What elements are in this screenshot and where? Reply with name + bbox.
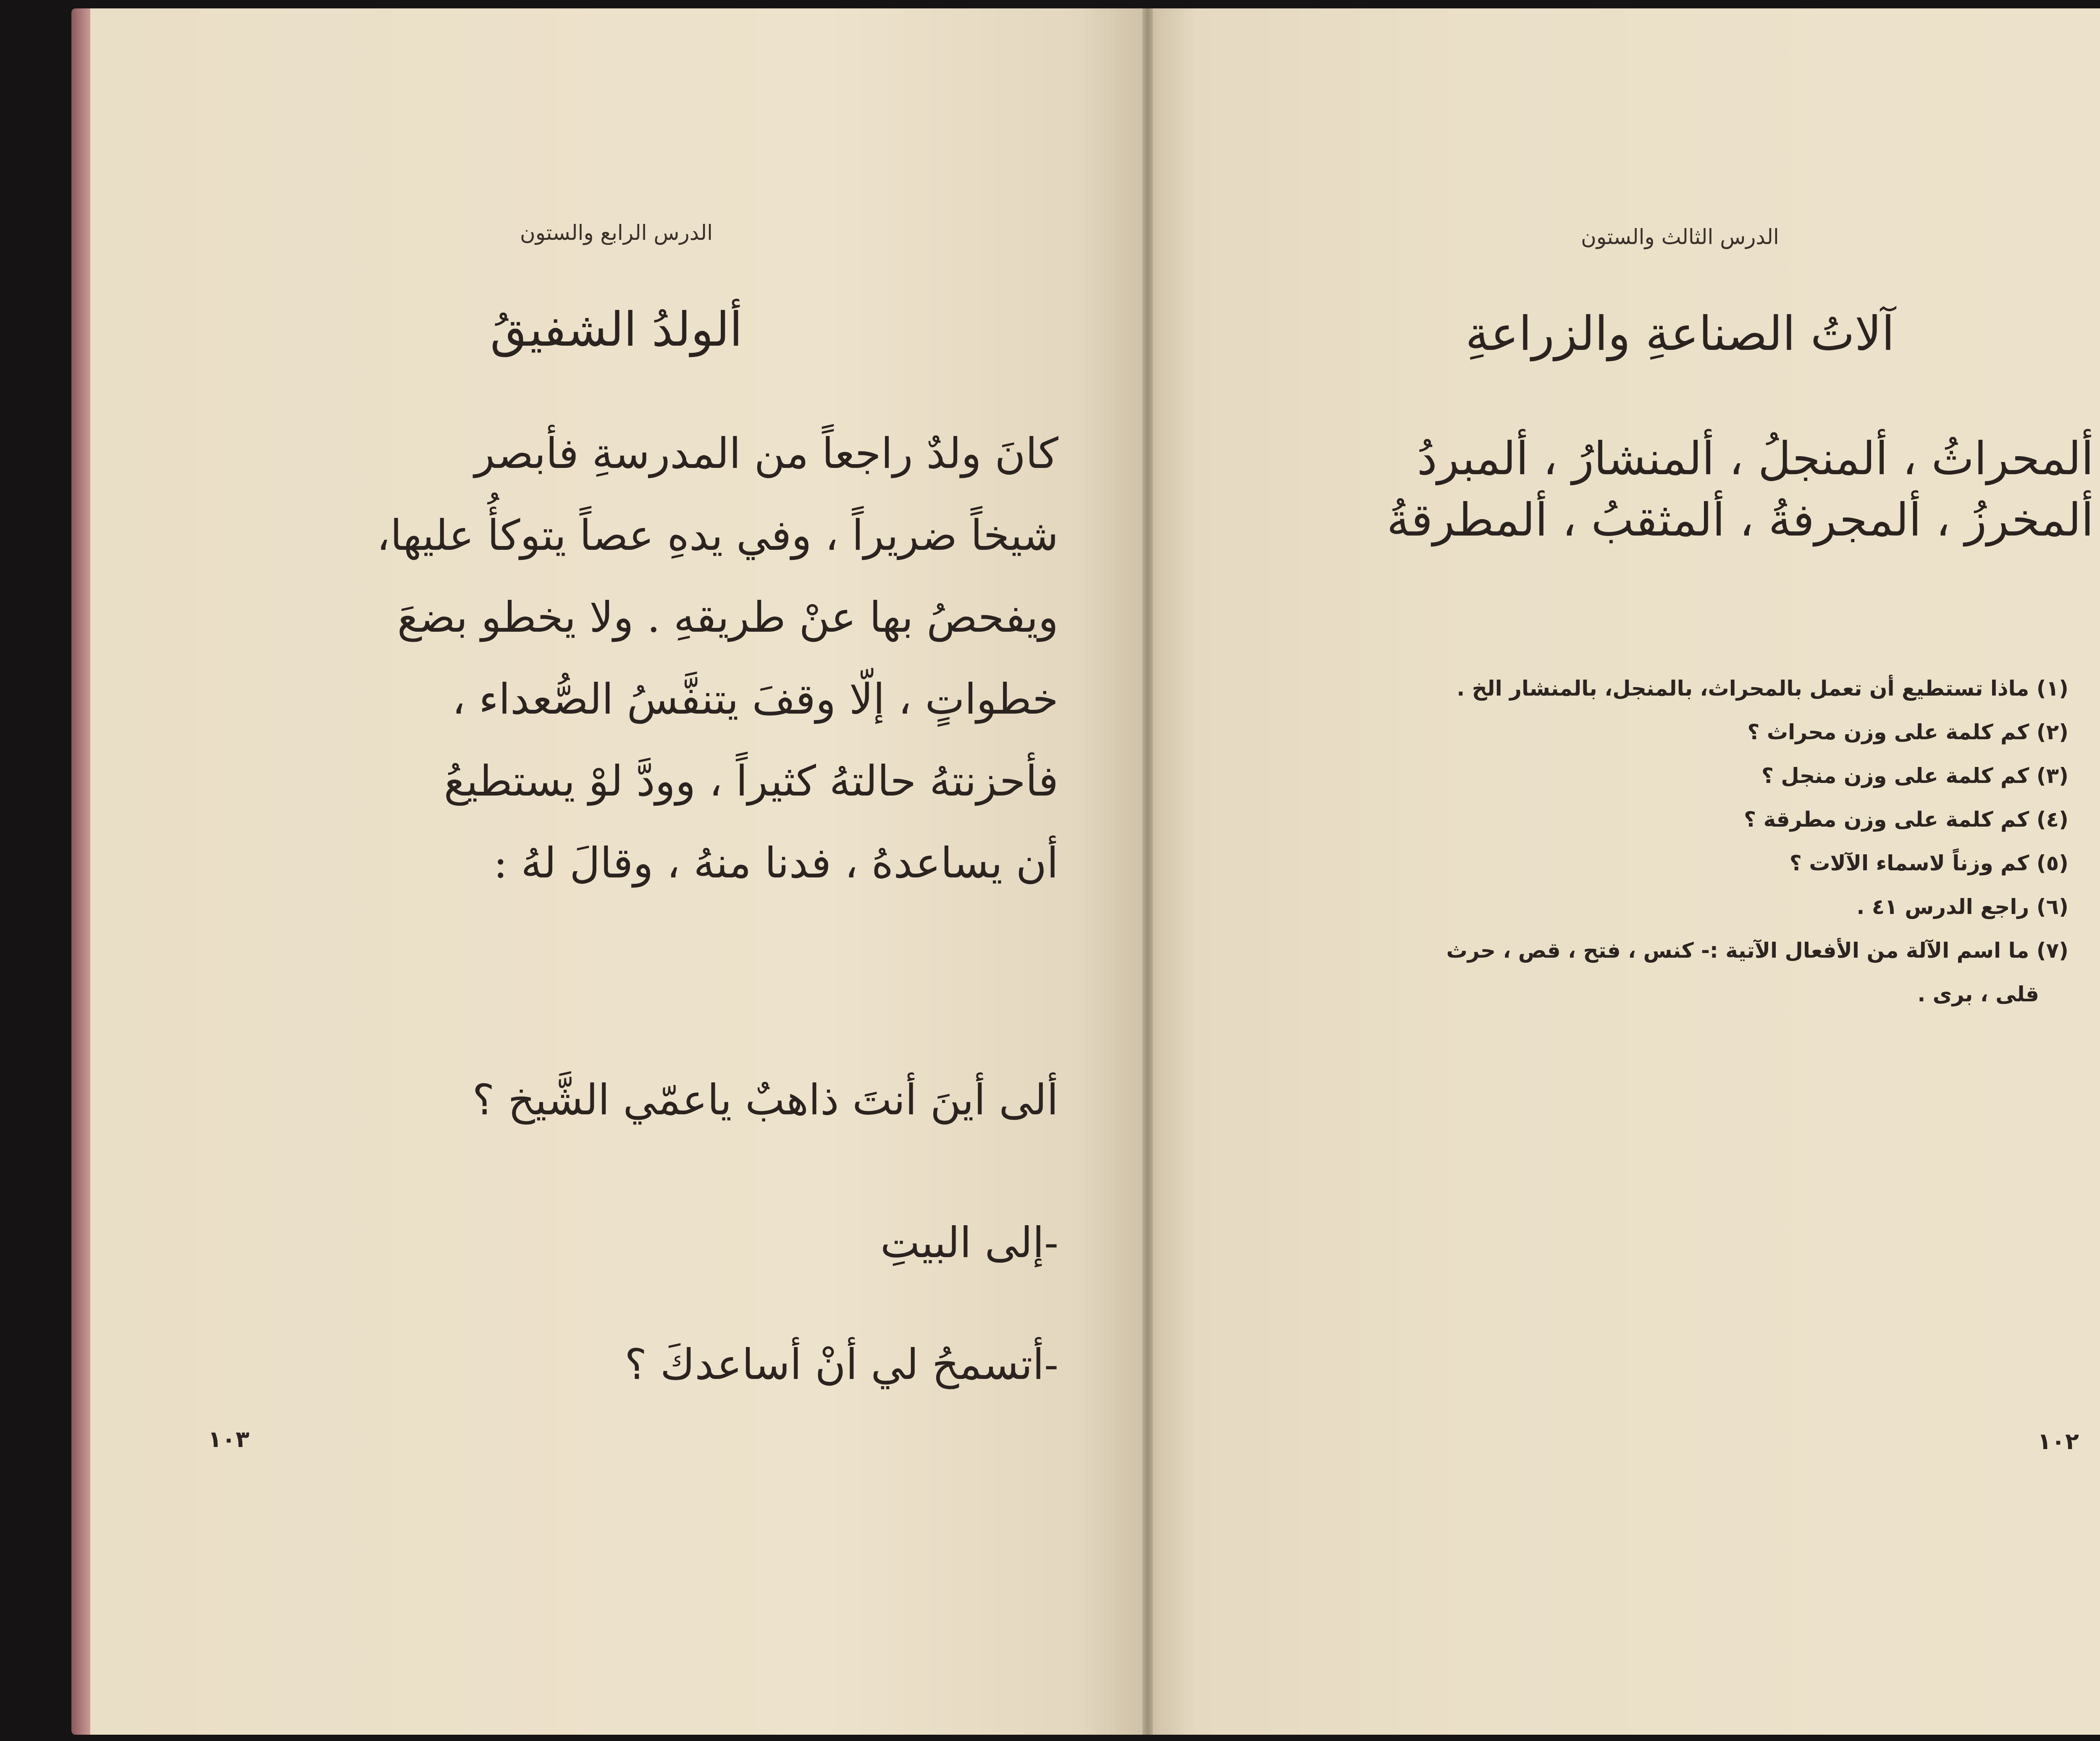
page-number: ١٠٢ [2037, 1428, 2079, 1455]
dialog-line: -أتسمحُ لي أنْ أساعدكَ ؟ [625, 1340, 1058, 1389]
paragraph-line: أن يساعدهُ ، فدنا منهُ ، وقالَ لهُ : [493, 838, 1058, 888]
paragraph-line: ويفحصُ بها عنْ طريقهِ . ولا يخطو بضعَ [397, 593, 1058, 642]
paragraph-line: فأحزنتهُ حالتهُ كثيراً ، وودَّ لوْ يستطيعُ [444, 756, 1058, 806]
lesson-header: الدرس الثالث والستون [1581, 225, 1779, 249]
lesson-title: آلاتُ الصناعةِ والزراعةِ [1465, 307, 1895, 361]
tools-list [1387, 428, 2094, 551]
questions-list [1446, 676, 2068, 1026]
question-item: (٤) كم كلمة على وزن مطرقة ؟ [1744, 807, 2068, 832]
question-item: (١) ماذا تستطيع أن تعمل بالمحراث، بالمنجل، بالمنشار الخ . [1457, 676, 2068, 701]
dialog-line: ألى أينَ أنتَ ذاهبٌ ياعمّي الشَّيخ ؟ [472, 1075, 1058, 1124]
tools-line: ألمخرزُ ، ألمجرفةُ ، ألمثقبُ ، ألمطرقةُ [1386, 494, 2094, 546]
lesson-title: ألولدُ الشفيقُ [490, 302, 743, 357]
lesson-header: الدرس الرابع والستون [520, 221, 713, 245]
book-gutter [1142, 8, 1153, 1735]
question-item: (٦) راجع الدرس ٤١ . [1856, 895, 2068, 919]
question-item: قلى ، برى . [1917, 982, 2039, 1006]
dialog-line: -إلى البيتِ [880, 1218, 1058, 1267]
paragraph-line: شيخاً ضريراً ، وفي يدهِ عصاً يتوكأُ عليها، [376, 511, 1058, 560]
paragraph-line: كانَ ولدٌ راجعاً من المدرسةِ فأبصر [474, 429, 1058, 478]
right-page [1153, 8, 2100, 1735]
question-item: (٢) كم كلمة على وزن محراث ؟ [1747, 720, 2068, 744]
story-paragraph [176, 429, 1058, 924]
question-item: (٥) كم وزناً لاسماء الآلات ؟ [1789, 851, 2068, 875]
tools-line: ألمحراثُ ، ألمنجلُ ، ألمنشارُ ، ألمبردُ [1417, 433, 2094, 485]
question-item: (٣) كم كلمة على وزن منجل ؟ [1761, 764, 2068, 788]
question-item: (٧) ما اسم الآلة من الأفعال الآتية :- كنس ، فتح ، قص ، حرث [1446, 938, 2068, 963]
left-page [90, 8, 1142, 1735]
page-number: ١٠٣ [208, 1426, 249, 1452]
paragraph-line: خطواتٍ ، إلّا وقفَ يتنفَّسُ الصُّعداء ، [452, 675, 1058, 724]
